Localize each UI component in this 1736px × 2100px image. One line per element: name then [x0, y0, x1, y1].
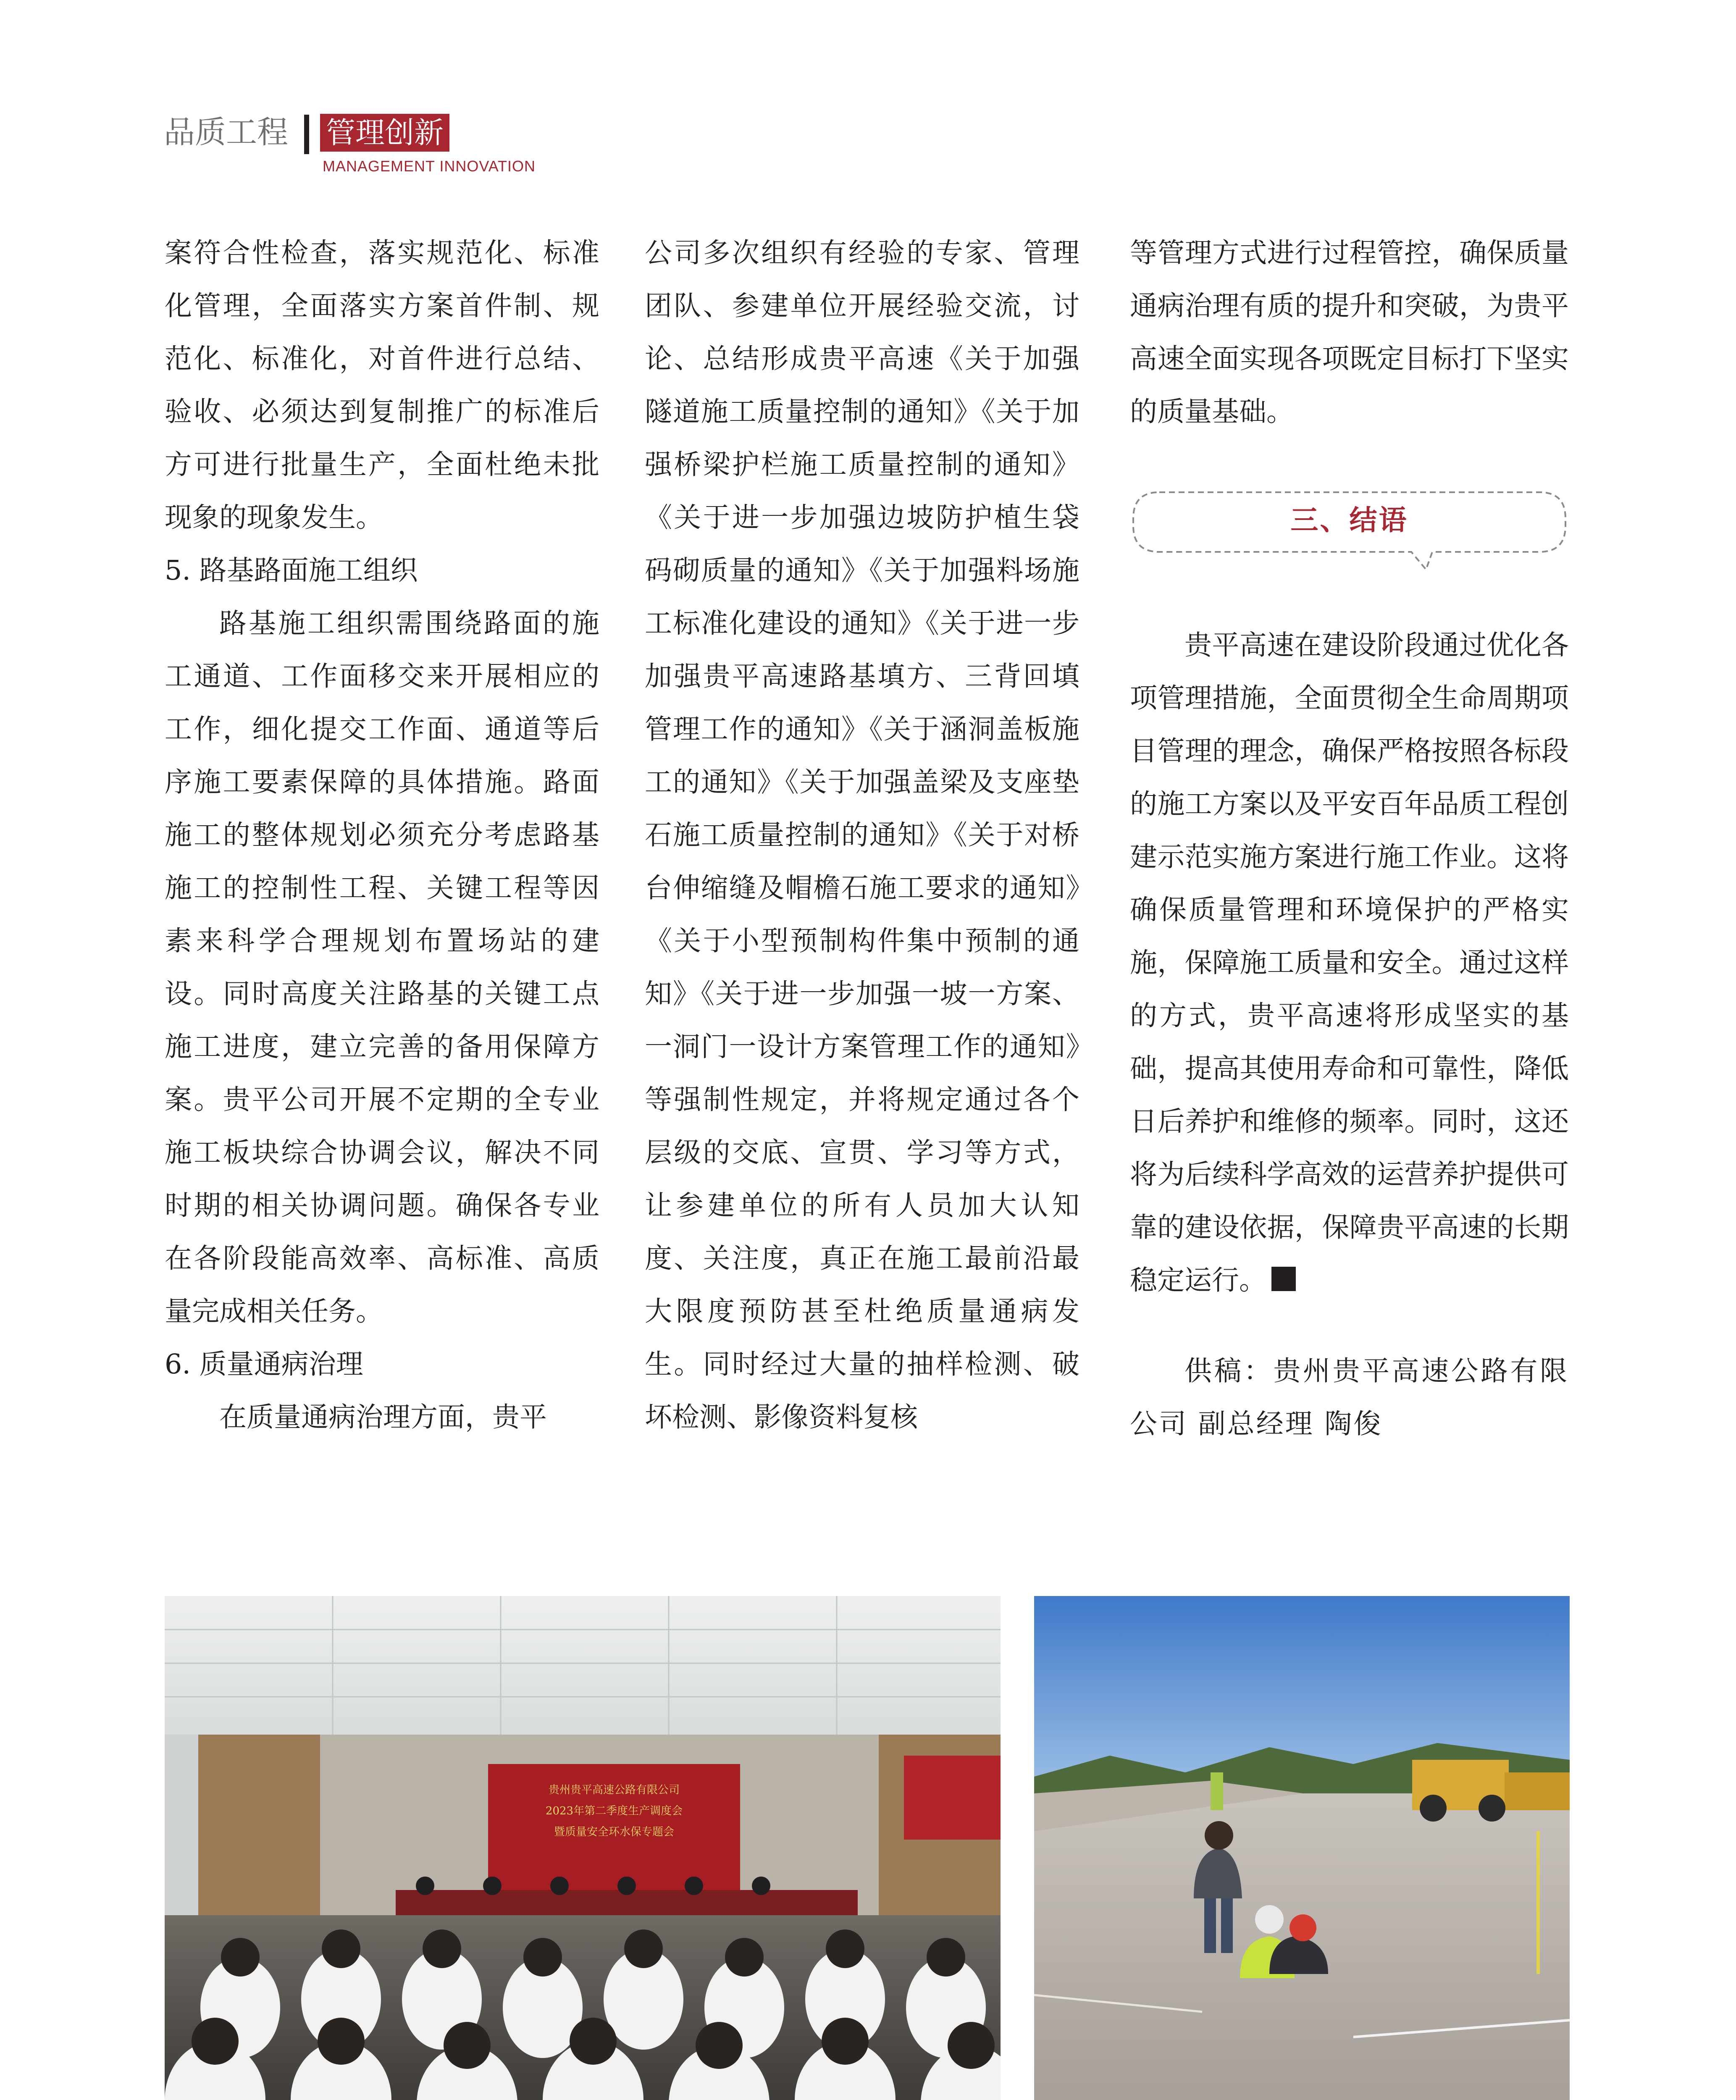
header-divider: [304, 115, 309, 154]
text-column-2: [645, 227, 1079, 1444]
banner-org: 贵州贵平高速公路有限公司: [548, 1784, 680, 1796]
contributor-credit: [1130, 1345, 1569, 1451]
paragraph: 等管理方式进行过程管控，确保质量通病治理有质的提升和突破，为贵平高速全面实现各项既定目标打下坚实的质量基础。: [1130, 237, 1569, 428]
paragraph-text: 贵平高速在建设阶段通过优化各项管理措施，全面贯彻全生命周期项目管理的理念，确保严格按照各标段的施工方案以及平安百年品质工程创建示范实施方案进行施工作业。这将确保质量管理和环境保护的严格实施，保障施工质量和安全。通过这样的方式，贵平高速将形成坚实的基础，提高其使用寿命和可靠性，降低日后养护和维修的频率。同时，这还将为后续科学高效的运营养护提供可靠的建设依据，保障贵平高速的长期稳定运行。: [1130, 630, 1569, 1296]
paragraph: 路基施工组织需围绕路面的施工通道、工作面移交来开展相应的工作，细化提交工作面、通道等后序施工要素保障的具体措施。路面施工的整体规划必须充分考虑路基施工的控制性工程、关键工程等因素来科学合理规划布置场站的建设。同时高度关注路基的关键工点施工进度，建立完善的备用保障方案。贵平公司开展不定期的全专业施工板块综合协调会议，解决不同时期的相关协调问题。确保各专业在各阶段能高效率、高标准、高质量完成相关任务。: [165, 608, 599, 1327]
banner-line-2: 暨质量安全环水保专题会: [554, 1826, 675, 1838]
end-mark: [1271, 1267, 1296, 1291]
subheading: 5. 路基路面施工组织: [165, 555, 418, 586]
text-column-1: [165, 227, 599, 1444]
paragraph: 在质量通病治理方面，贵平: [219, 1402, 547, 1433]
section-title: 三、结语: [1290, 504, 1408, 536]
column-tag-english: MANAGEMENT INNOVATION: [323, 158, 536, 175]
section-callout: [1130, 489, 1569, 573]
paragraph: [1130, 619, 1569, 1307]
section-label: 品质工程: [164, 114, 288, 150]
banner-line-1: 2023年第二季度生产调度会: [545, 1805, 683, 1817]
subheading: 6. 质量通病治理: [165, 1349, 363, 1380]
contributor-text: 供稿：贵州贵平高速公路有限公司 副总经理 陶俊: [1130, 1355, 1569, 1440]
column-tag: 管理创新: [320, 114, 449, 152]
site-inspection-photo: [1034, 1596, 1570, 2100]
text-column-3: [1130, 227, 1569, 1451]
paragraph: 公司多次组织有经验的专家、管理团队、参建单位开展经验交流，讨论、总结形成贵平高速《关于加强隧道施工质量控制的通知》《关于加强桥梁护栏施工质量控制的通知》《关于进一步加强边坡防护植生袋码砌质量的通知》《关于加强料场施工标准化建设的通知》《关于进一步加强贵平高速路基填方、三背回填管理工作的通知》《关于涵洞盖板施工的通知》《关于加强盖梁及支座垫石施工质量控制的通知》《关于对桥台伸缩缝及帽檐石施工要求的通知》《关于小型预制构件集中预制的通知》《关于进一步加强一坡一方案、一洞门一设计方案管理工作的通知》等强制性规定，并将规定通过各个层级的交底、宣贯、学习等方式，让参建单位的所有人员加大认知度、关注度，真正在施工最前沿最大限度预防甚至杜绝质量通病发生。同时经过大量的抽样检测、破坏检测、影像资料复核: [645, 237, 1079, 1433]
meeting-photo: [165, 1596, 1001, 2100]
paragraph: 案符合性检查，落实规范化、标准化管理，全面落实方案首件制、规范化、标准化，对首件进行总结、验收、必须达到复制推广的标准后方可进行批量生产，全面杜绝未批现象的现象发生。: [165, 237, 599, 533]
